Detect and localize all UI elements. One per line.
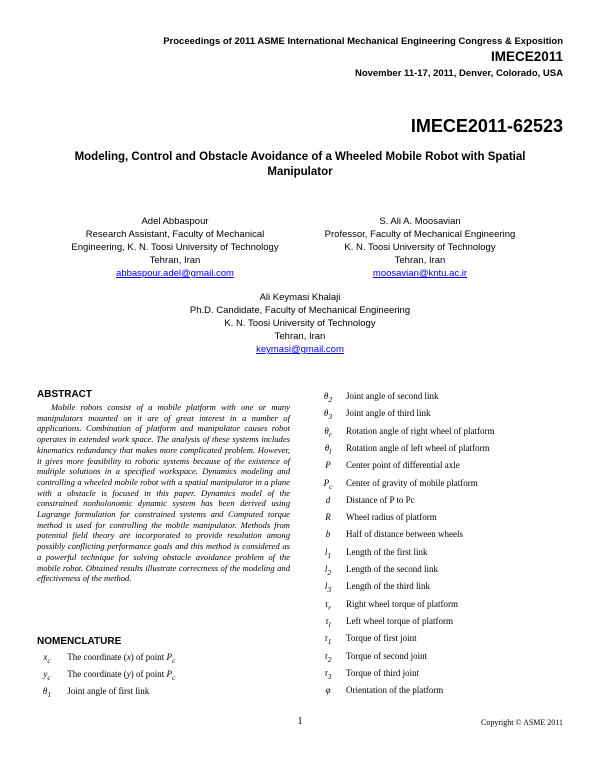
- nomenclature-definition: The coordinate (x) of point $P_c$: [67, 652, 176, 665]
- page-number: 1: [297, 716, 303, 727]
- conference-dates: November 11-17, 2011, Denver, Colorado, USA: [354, 68, 563, 79]
- author-city: Tehran, Iran: [394, 255, 446, 266]
- author-name: S. Ali A. Moosavian: [379, 216, 461, 227]
- nomenclature-symbol: φ: [325, 685, 331, 696]
- nomenclature-definition: Joint angle of second link: [346, 391, 439, 401]
- author-email-link[interactable]: moosavian@kntu.ac.ir: [372, 268, 468, 279]
- nomenclature-definition: Torque of third joint: [346, 667, 420, 678]
- nomenclature-row: [318, 408, 431, 421]
- nomenclature-symbol: d: [325, 494, 331, 505]
- nomenclature-row: [318, 685, 443, 695]
- nomenclature-symbol: $\theta_2$: [323, 391, 333, 404]
- nomenclature-row: [318, 547, 427, 560]
- nomenclature-symbol: $\theta_l$: [324, 442, 332, 456]
- nomenclature-definition: Center point of differential axle: [346, 460, 460, 471]
- nomenclature-row: [318, 391, 438, 404]
- nomenclature-row: [318, 651, 427, 664]
- author-block-2: [305, 215, 535, 280]
- author-name: Ali Keymasi Khalaji: [259, 292, 341, 303]
- proceedings-line: Proceedings of 2011 ASME International Mechanical Engineering Congress & Exposition: [163, 36, 563, 47]
- author-affiliation: Ph.D. Candidate, Faculty of Mechanical Engineering: [189, 305, 411, 316]
- nomenclature-definition: Length of the third link: [346, 581, 430, 592]
- nomenclature-symbol: $x_c$: [43, 652, 51, 665]
- author-email-link[interactable]: abbaspour.adel@gmail.com: [116, 268, 234, 279]
- author-affiliation: K. N. Toosi University of Technology: [224, 318, 376, 329]
- nomenclature-row: [318, 633, 417, 646]
- nomenclature-definition: Half of distance between wheels: [346, 529, 463, 540]
- nomenclature-definition: Wheel radius of platform: [346, 512, 437, 523]
- title-line-1: Modeling, Control and Obstacle Avoidance of a Wheeled Mobile Robot with Spatial: [74, 151, 526, 163]
- author-email-link[interactable]: keymasi@gmail.com: [256, 344, 344, 355]
- nomenclature-definition: Distance of P to Pc: [346, 494, 415, 505]
- conference-name: IMECE2011: [490, 49, 563, 64]
- nomenclature-symbol: $l_1$: [324, 546, 332, 560]
- nomenclature-definition: Orientation of the platform: [346, 685, 444, 696]
- nomenclature-symbol: $\theta_r$: [324, 425, 332, 439]
- nomenclature-symbol: $l_3$: [324, 581, 332, 595]
- nomenclature-row: [37, 652, 175, 665]
- nomenclature-definition: Center of gravity of mobile platform: [346, 477, 478, 488]
- nomenclature-definition: Length of the first link: [346, 546, 428, 557]
- nomenclature-symbol: $P_c$: [323, 477, 333, 491]
- title-line-2: Manipulator: [267, 166, 333, 178]
- author-affiliation: K. N. Toosi University of Technology: [344, 242, 496, 253]
- nomenclature-definition: Right wheel torque of platform: [346, 598, 458, 609]
- nomenclature-symbol: $y_c$: [43, 669, 51, 682]
- author-block-1: [60, 215, 290, 280]
- abstract-body: [37, 402, 290, 584]
- author-affiliation: Engineering, K. N. Toosi University of Technology: [71, 242, 279, 253]
- nomenclature-row: [318, 599, 458, 612]
- nomenclature-definition: Left wheel torque of platform: [346, 615, 453, 626]
- nomenclature-row: [318, 495, 415, 505]
- nomenclature-row: [318, 512, 437, 522]
- nomenclature-row: [318, 668, 419, 681]
- nomenclature-definition: Joint angle of first link: [67, 686, 150, 696]
- nomenclature-heading: NOMENCLATURE: [37, 636, 122, 647]
- nomenclature-symbol: b: [325, 529, 331, 540]
- nomenclature-row: [318, 616, 453, 629]
- abstract-heading: ABSTRACT: [37, 389, 92, 400]
- nomenclature-symbol: R: [325, 512, 331, 523]
- nomenclature-row: [318, 460, 460, 470]
- nomenclature-definition: Length of the second link: [346, 564, 438, 574]
- nomenclature-symbol: $\theta_3$: [323, 408, 333, 422]
- nomenclature-row: [37, 686, 149, 699]
- nomenclature-symbol: $\tau_l$: [325, 615, 331, 629]
- nomenclature-row: [318, 443, 489, 456]
- nomenclature-symbol: P: [325, 460, 331, 471]
- author-affiliation: Research Assistant, Faculty of Mechanical: [85, 229, 265, 240]
- copyright-notice: Copyright © ASME 2011: [480, 718, 563, 727]
- nomenclature-definition: The coordinate (y) of point $P_c$: [67, 669, 176, 682]
- paper-id: IMECE2011-62523: [410, 116, 563, 136]
- nomenclature-symbol: $l_2$: [324, 564, 332, 577]
- abstract-text: Mobile robots consist of a mobile platform with one or many manipulators mounted on it are of great interest in a number of applications. Combination of platform and manipulator causes robot operates in extended work space. The analysis of these systems includes kinematics redundancy that makes more complicated problem. However, it gives more feasibility to robotic systems because of the existence of multiple solutions in a specified workspace. Dynamics modeling and controlling a wheeled mobile robot with a spatial manipulator in a plane with a obstacle is focused in this paper. Dynamics model of the constrained nonholonomic dynamic system has been derived using Lagrange formulation for constrained systems and Computed torque method is used for controlling the mobile manipulator. Methods from potential field theory are incorporated to provide resolution among possibly conflicting performance goals and this method is considered as a powerful technique for solving obstacle avoidance problem of the mobile robot. Obtained results illustrate correctness of the modeling and effectiveness of the method.: [37, 402, 290, 584]
- author-city: Tehran, Iran: [149, 255, 201, 266]
- nomenclature-symbol: $\tau_r$: [324, 598, 332, 612]
- author-city: Tehran, Iran: [274, 331, 326, 342]
- nomenclature-symbol: $\theta_1$: [42, 686, 52, 699]
- nomenclature-definition: Rotation angle of right wheel of platform: [346, 425, 495, 436]
- nomenclature-row: [318, 529, 463, 539]
- nomenclature-definition: Torque of second joint: [346, 650, 428, 661]
- nomenclature-row: [37, 669, 175, 682]
- author-block-3: [150, 291, 450, 356]
- nomenclature-definition: Joint angle of third link: [346, 408, 431, 419]
- nomenclature-symbol: $\tau_3$: [324, 667, 332, 681]
- nomenclature-symbol: $\tau_2$: [324, 650, 332, 664]
- author-name: Adel Abbaspour: [141, 216, 209, 227]
- nomenclature-definition: Torque of first joint: [346, 633, 417, 644]
- nomenclature-definition: Rotation angle of left wheel of platform: [346, 442, 490, 453]
- nomenclature-symbol: $\tau_1$: [324, 633, 332, 646]
- nomenclature-row: [318, 564, 438, 577]
- paper-title: [60, 150, 540, 180]
- nomenclature-row: [318, 581, 430, 594]
- nomenclature-row: [318, 478, 478, 491]
- author-affiliation: Professor, Faculty of Mechanical Engineering: [324, 229, 516, 240]
- nomenclature-row: [318, 426, 494, 439]
